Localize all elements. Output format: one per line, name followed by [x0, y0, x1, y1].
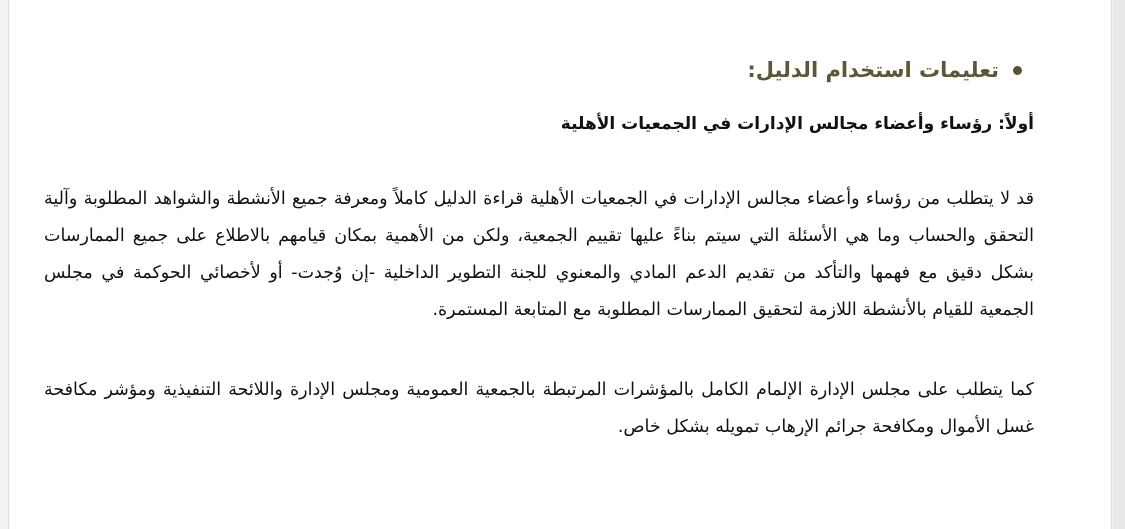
section-heading [747, 58, 1022, 82]
document-page [8, 0, 1112, 529]
paragraph-1: قد لا يتطلب من رؤساء وأعضاء مجالس الإدارات في الجمعيات الأهلية قراءة الدليل كاملاً ومعرفة جميع الأنشطة والشواهد المطلوبة وآلية التحقق والحساب وما هي الأسئلة التي سيتم بناءً عليها تقييم الجمعية، ولكن من الأهمية بمكان قيامهم بالاطلاع على جميع الممارسات بشكل دقيق مع فهمها والتأكد من تقديم الدعم المادي والمعنوي للجنة التطوير الداخلية -إن وُجدت- أو لأخصائي الحوكمة في مجلس الجمعية للقيام بالأنشطة اللازمة لتحقيق الممارسات المطلوبة مع المتابعة المستمرة. [44, 189, 1034, 320]
bullet-icon [1013, 66, 1022, 75]
page-edge [1113, 0, 1125, 529]
heading-text: تعليمات استخدام الدليل: [747, 58, 999, 82]
subheading: أولاً: رؤساء وأعضاء مجالس الإدارات في الجمعيات الأهلية [560, 114, 1034, 134]
paragraph-2: كما يتطلب على مجلس الإدارة الإلمام الكامل بالمؤشرات المرتبطة بالجمعية العمومية ومجلس الإدارة واللائحة التنفيذية ومؤشر مكافحة غسل الأموال ومكافحة جرائم الإرهاب تمويله بشكل خاص. [44, 380, 1034, 437]
